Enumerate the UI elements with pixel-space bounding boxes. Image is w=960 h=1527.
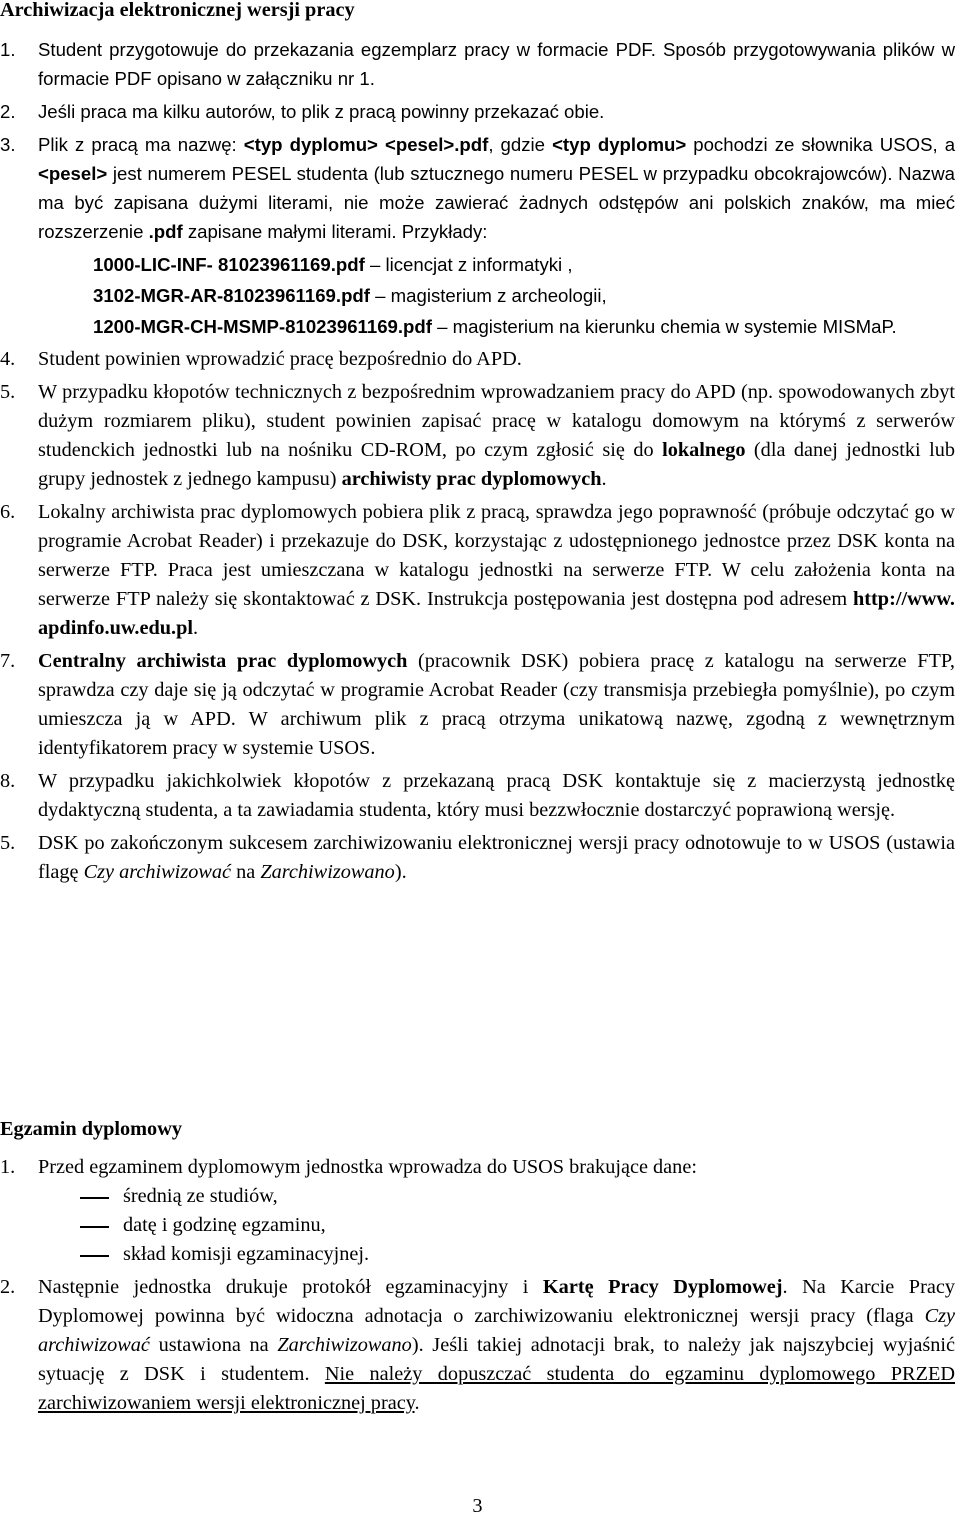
missing-data-list bbox=[38, 1182, 955, 1269]
example-description: – licencjat z informatyki , bbox=[364, 254, 573, 275]
step-text: (pracownik DSK) pobiera pracę z katalogu na serwerze FTP, sprawdza czy daje się ją odczytać w programie Acrobat Reader (czy transmisja przebiegła pomyślnie), po czym umieszcza ją w APD. W archiwum plik z pracą otrzyma unikatową nazwę, zgodną z wewnętrznym identyfikatorem pracy w systemie USOS. bbox=[38, 650, 955, 759]
step-text: Jeśli praca ma kilku autorów, to plik z pracą powinny przekazać obie. bbox=[38, 101, 605, 122]
filename-example bbox=[93, 281, 955, 310]
step-number: 2. bbox=[0, 101, 16, 122]
step-number: 6. bbox=[0, 501, 16, 523]
bold-term-archivist: archiwisty prac dyplomowych bbox=[341, 468, 602, 490]
archive-step-8 bbox=[0, 767, 955, 825]
bold-term-central-archivist: Centralny archiwista prac dyplomowych bbox=[38, 650, 408, 672]
bold-term-type: <typ dyplomu> bbox=[552, 134, 687, 155]
flag-value-archived: Zarchiwizowano bbox=[277, 1334, 412, 1356]
step-number: 3. bbox=[0, 134, 16, 155]
page-number: 3 bbox=[472, 1495, 483, 1517]
step-text: W przypadku kłopotów technicznych z bezpośrednim wprowadzaniem pracy do APD (np. spowodowanych zbyt dużym rozmiarem pliku), student powinien zapisać pracę w katalogu domowym na którymś z serwerów studenckich jednostki lub na nośniku CD-ROM, po czym zgłosić się do bbox=[38, 381, 955, 461]
instructions-url: http://www. apdinfo.uw.edu.pl bbox=[38, 588, 955, 639]
flag-name-archive: Czy archiwizować bbox=[38, 1305, 955, 1356]
filename-pattern-type: <typ dyplomu> bbox=[243, 134, 378, 155]
step-number: 1. bbox=[0, 1156, 16, 1178]
archive-step-6 bbox=[0, 498, 955, 643]
archive-step-2 bbox=[0, 97, 955, 126]
step-number: 5. bbox=[0, 381, 16, 403]
step-text: na bbox=[231, 861, 261, 883]
step-text: Lokalny archiwista prac dyplomowych pobiera plik z pracą, sprawdza jego poprawność (próbuje odczytać go w programie Acrobat Reader) i przekazuje do DSK, korzystając z udostępnionego jednostce przez DSK konta na serwerze FTP. Praca jest umieszczana w katalogu jednostki na serwerze FTP. W celu założenia konta na serwerze FTP należy się skontaktować z DSK. Instrukcja postępowania jest dostępna pod adresem bbox=[38, 501, 955, 610]
step-text: (dla danej jednostki lub grupy jednostek z jednego kampusu) bbox=[38, 439, 955, 490]
step-text: DSK po zakończonym sukcesem zarchiwizowaniu elektronicznej wersji pracy odnotowuje to w USOS (ustawia flagę bbox=[38, 832, 955, 883]
flag-name-archive: Czy archiwizować bbox=[83, 861, 232, 883]
archive-step-7 bbox=[0, 647, 955, 763]
step-number: 2. bbox=[0, 1276, 16, 1298]
filename-example bbox=[93, 250, 955, 279]
step-text: Student powinien wprowadzić pracę bezpośrednio do APD. bbox=[38, 348, 522, 370]
bold-term-pesel: <pesel> bbox=[38, 163, 108, 184]
step-text: . bbox=[193, 617, 199, 639]
filename-pattern-pesel: <pesel>.pdf bbox=[384, 134, 489, 155]
step-text: , gdzie bbox=[488, 134, 553, 155]
example-description: – magisterium na kierunku chemia w systemie MISMaP. bbox=[431, 316, 897, 337]
filename-examples bbox=[38, 250, 955, 341]
bold-term-thesis-card: Kartę Pracy Dyplomowej bbox=[542, 1276, 783, 1298]
archive-steps-list bbox=[0, 35, 955, 891]
section-title-archive: Archiwizacja elektronicznej wersji pracy bbox=[0, 0, 355, 21]
step-text: ustawiona na bbox=[149, 1334, 278, 1356]
archive-step-3 bbox=[0, 130, 955, 341]
list-item: skład komisji egzaminacyjnej. bbox=[80, 1240, 955, 1269]
bold-term-local: lokalnego bbox=[662, 439, 746, 461]
step-number: 8. bbox=[0, 770, 16, 792]
list-item: datę i godzinę egzaminu, bbox=[80, 1211, 955, 1240]
step-text: ). Jeśli takiej adnotacji brak, to należy jak najszybciej wyjaśnić sytuację z DSK i studentem. bbox=[38, 1334, 955, 1385]
step-text: zapisane małymi literami. Przykłady: bbox=[182, 221, 488, 242]
archive-step-1 bbox=[0, 35, 955, 93]
step-text: . bbox=[414, 1392, 420, 1414]
step-number: 1. bbox=[0, 39, 16, 60]
flag-value-archived: Zarchiwizowano bbox=[260, 861, 395, 883]
step-text: jest numerem PESEL studenta (lub sztucznego numeru PESEL w przypadku obcokrajowców). Nazwa ma być zapisana dużymi literami, nie może zawierać żadnych odstępów ani polskich znaków, ma mieć rozszerzenie bbox=[38, 163, 955, 242]
exam-step-2 bbox=[0, 1273, 955, 1418]
step-text: ). bbox=[394, 861, 407, 883]
archive-step-5 bbox=[0, 378, 955, 494]
exam-steps-list bbox=[0, 1153, 955, 1422]
list-item: średnią ze studiów, bbox=[80, 1182, 955, 1211]
archive-step-9 bbox=[0, 829, 955, 887]
section-title-exam: Egzamin dyplomowy bbox=[0, 1118, 182, 1140]
example-filename: 1200-MGR-CH-MSMP-81023961169.pdf bbox=[93, 316, 432, 337]
step-text: Przed egzaminem dyplomowym jednostka wprowadza do USOS brakujące dane: bbox=[38, 1156, 697, 1178]
step-text: Następnie jednostka drukuje protokół egzaminacyjny i bbox=[38, 1276, 543, 1298]
filename-example bbox=[93, 312, 955, 341]
step-text bbox=[378, 134, 385, 155]
step-text: Student przygotowuje do przekazania egzemplarz pracy w formacie PDF. Sposób przygotowywania plików w formacie PDF opisano w załączniku nr 1. bbox=[38, 39, 955, 89]
underlined-warning: Nie należy dopuszczać studenta do egzaminu dyplomowego PRZED zarchiwizowaniem wersji elektronicznej pracy bbox=[38, 1363, 956, 1414]
step-text: pochodzi ze słownika USOS, a bbox=[686, 134, 956, 155]
step-text: Plik z pracą ma nazwę: bbox=[38, 134, 244, 155]
example-filename: 1000-LIC-INF- 81023961169.pdf bbox=[93, 254, 365, 275]
step-number: 5. bbox=[0, 832, 16, 854]
step-text: . Na Karcie Pracy Dyplomowej powinna być widoczna adnotacja o zarchiwizowaniu elektronicznej wersji pracy (flaga bbox=[38, 1276, 955, 1327]
exam-step-1 bbox=[0, 1153, 955, 1269]
step-number: 4. bbox=[0, 348, 16, 370]
step-number: 7. bbox=[0, 650, 16, 672]
example-description: – magisterium z archeologii, bbox=[369, 285, 607, 306]
bold-term-extension: .pdf bbox=[148, 221, 183, 242]
step-text: W przypadku jakichkolwiek kłopotów z przekazaną pracą DSK kontaktuje się z macierzystą jednostkę dydaktyczną studenta, a ta zawiadamia studenta, który musi bezzwłocznie dostarczyć poprawioną wersję. bbox=[38, 770, 955, 821]
example-filename: 3102-MGR-AR-81023961169.pdf bbox=[93, 285, 370, 306]
archive-step-4 bbox=[0, 345, 955, 374]
step-text: . bbox=[601, 468, 607, 490]
